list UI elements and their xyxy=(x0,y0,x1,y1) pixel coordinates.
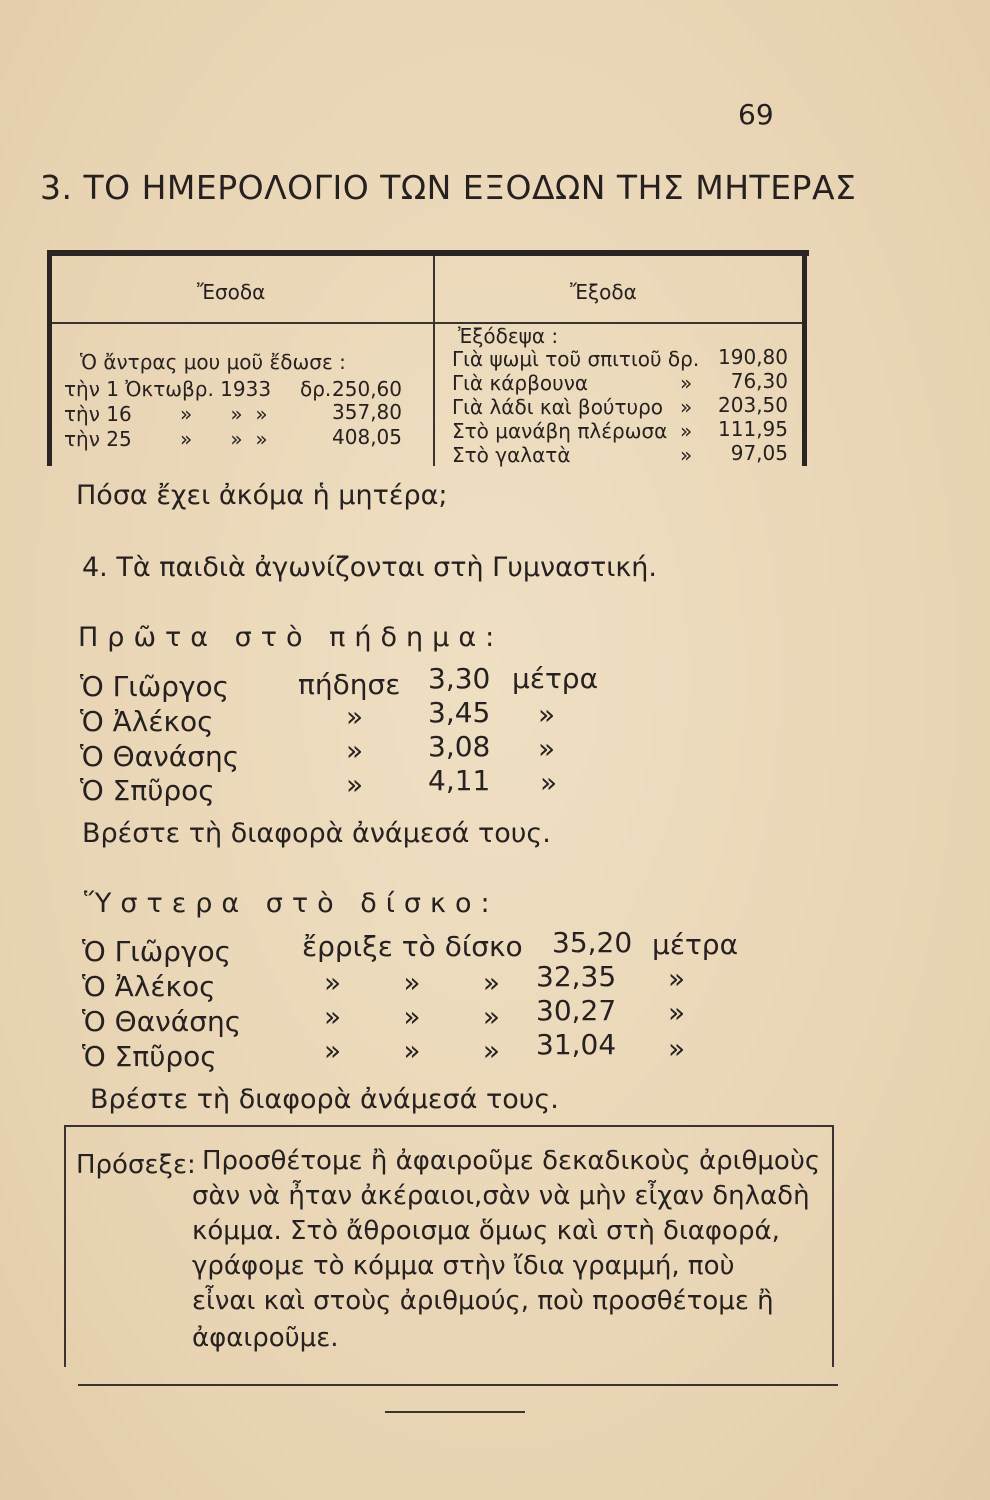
section-4-title: 4. Τὰ παιδιὰ ἀγωνίζονται στὴ Γυμναστική. xyxy=(82,552,658,583)
note-line-6: ἀφαιροῦμε. xyxy=(192,1323,339,1353)
jump-row-2-value: 3,45 xyxy=(428,696,491,729)
jump-row-3-verb: » xyxy=(346,734,364,767)
income-row-1-label: τὴν 1 Ὀκτωβρ. 1933 xyxy=(64,377,272,401)
note-bottom-rule xyxy=(78,1384,838,1386)
income-row-2-amount: 357,80 xyxy=(332,400,402,424)
disc-row-3-name: Ὁ Θανάσης xyxy=(82,1005,242,1038)
jump-row-3-name: Ὁ Θανάσης xyxy=(80,740,240,773)
note-line-4: γράφομε τὸ κόμμα στὴν ἴδια γραμμή, ποὺ xyxy=(192,1251,735,1281)
income-row-2-ditto: » » » xyxy=(180,402,268,426)
jump-row-3-value: 3,08 xyxy=(428,730,491,763)
expense-row-4-amount: 111,95 xyxy=(718,417,788,441)
disc-row-1-value: 35,20 xyxy=(552,926,633,959)
income-intro: Ὁ ἄντρας μου μοῦ ἔδωσε : xyxy=(80,350,346,374)
jump-row-2-name: Ὁ Ἀλέκος xyxy=(80,705,214,738)
disc-row-4-verb: » » » xyxy=(324,1034,500,1067)
expense-row-2-amount: 76,30 xyxy=(730,369,788,393)
disc-row-3-unit: » xyxy=(668,996,686,1029)
expense-row-5-amount: 97,05 xyxy=(730,441,788,465)
disc-row-1-unit: μέτρα xyxy=(652,928,739,961)
expense-row-3-ditto: » xyxy=(680,395,693,419)
table-header-divider xyxy=(52,322,802,324)
note-label: Πρόσεξε: xyxy=(76,1150,196,1180)
jump-row-1-verb: πήδησε xyxy=(298,668,401,701)
expense-row-4-ditto: » xyxy=(680,419,693,443)
expense-row-3-amount: 203,50 xyxy=(718,393,788,417)
table-left-rule xyxy=(47,254,52,466)
table-top-rule xyxy=(47,250,809,256)
disc-row-1-name: Ὁ Γιῶργος xyxy=(82,935,232,968)
jump-row-3-unit: » xyxy=(538,732,556,765)
note-line-5: εἶναι καὶ στοὺς ἀριθμούς, ποὺ προσθέτομε ἢ xyxy=(192,1286,774,1316)
income-row-1-amount: 250,60 xyxy=(332,377,402,401)
expense-row-2-label: Γιὰ κάρβουνα xyxy=(452,371,589,395)
expense-row-5-label: Στὸ γαλατὰ xyxy=(452,443,571,467)
table-column-divider xyxy=(433,256,435,466)
note-line-2: σὰν νὰ ἦταν ἀκέραιοι,σὰν νὰ μὴν εἶχαν δηλαδὴ xyxy=(192,1181,810,1211)
income-row-3-ditto: » » » xyxy=(180,427,268,451)
jump-row-2-verb: » xyxy=(346,700,364,733)
jump-row-4-name: Ὁ Σπῦρος xyxy=(80,774,215,807)
income-row-2-label: τὴν 16 xyxy=(64,402,132,426)
income-row-1-unit: δρ. xyxy=(300,377,332,401)
disc-row-2-verb: » » » xyxy=(324,966,500,999)
jump-row-1-unit: μέτρα xyxy=(512,662,599,695)
disc-row-2-unit: » xyxy=(668,962,686,995)
disc-row-4-name: Ὁ Σπῦρος xyxy=(82,1040,217,1073)
expense-row-4-label: Στὸ μανάβη πλέρωσα xyxy=(452,419,668,443)
disc-row-4-value: 31,04 xyxy=(536,1028,617,1061)
disc-row-3-value: 30,27 xyxy=(536,994,617,1027)
income-row-3-amount: 408,05 xyxy=(332,425,402,449)
income-row-3-label: τὴν 25 xyxy=(64,427,132,451)
table-right-rule xyxy=(802,254,807,466)
jump-heading: Πρῶτα στὸ πήδημα: xyxy=(78,622,504,653)
jump-row-1-value: 3,30 xyxy=(428,662,491,695)
income-header: Ἔσοδα xyxy=(197,280,266,304)
jump-row-4-verb: » xyxy=(346,768,364,801)
expense-row-2-ditto: » xyxy=(680,371,693,395)
disc-row-4-unit: » xyxy=(668,1032,686,1065)
disc-row-2-name: Ὁ Ἀλέκος xyxy=(82,970,216,1003)
section-3-title: 3. ΤΟ ΗΜΕΡΟΛΟΓΙΟ ΤΩΝ ΕΞΟΔΩΝ ΤΗΣ ΜΗΤΕΡΑΣ xyxy=(40,168,857,207)
expense-row-5-ditto: » xyxy=(680,443,693,467)
disc-row-3-verb: » » » xyxy=(324,1000,500,1033)
page-number: 69 xyxy=(738,98,774,131)
section-3-question: Πόσα ἔχει ἀκόμα ἡ μητέρα; xyxy=(76,480,448,511)
expense-intro: Ἐξόδεψα : xyxy=(458,324,559,348)
jump-row-4-value: 4,11 xyxy=(428,764,491,797)
jump-row-2-unit: » xyxy=(538,698,556,731)
disc-row-1-verb: ἔρριξε τὸ δίσκο xyxy=(302,930,523,963)
disc-heading: Ὕστερα στὸ δίσκο: xyxy=(84,888,499,919)
disc-row-2-value: 32,35 xyxy=(536,960,617,993)
expense-row-3-label: Γιὰ λάδι καὶ βούτυρο xyxy=(452,395,664,419)
disc-question: Βρέστε τὴ διαφορὰ ἀνάμεσά τους. xyxy=(90,1084,559,1115)
expense-row-1-label: Γιὰ ψωμὶ τοῦ σπιτιοῦ δρ. xyxy=(452,347,700,371)
jump-row-4-unit: » xyxy=(540,766,558,799)
jump-row-1-name: Ὁ Γιῶργος xyxy=(80,670,230,703)
page-end-rule xyxy=(385,1411,525,1413)
expense-row-1-amount: 190,80 xyxy=(718,345,788,369)
jump-question: Βρέστε τὴ διαφορὰ ἀνάμεσά τους. xyxy=(82,818,551,849)
expense-header: Ἔξοδα xyxy=(570,280,637,304)
note-line-1: Προσθέτομε ἢ ἀφαιροῦμε δεκαδικοὺς ἀριθμοὺς xyxy=(202,1146,821,1176)
note-line-3: κόμμα. Στὸ ἄθροισμα ὅμως καὶ στὴ διαφορά, xyxy=(192,1216,780,1246)
